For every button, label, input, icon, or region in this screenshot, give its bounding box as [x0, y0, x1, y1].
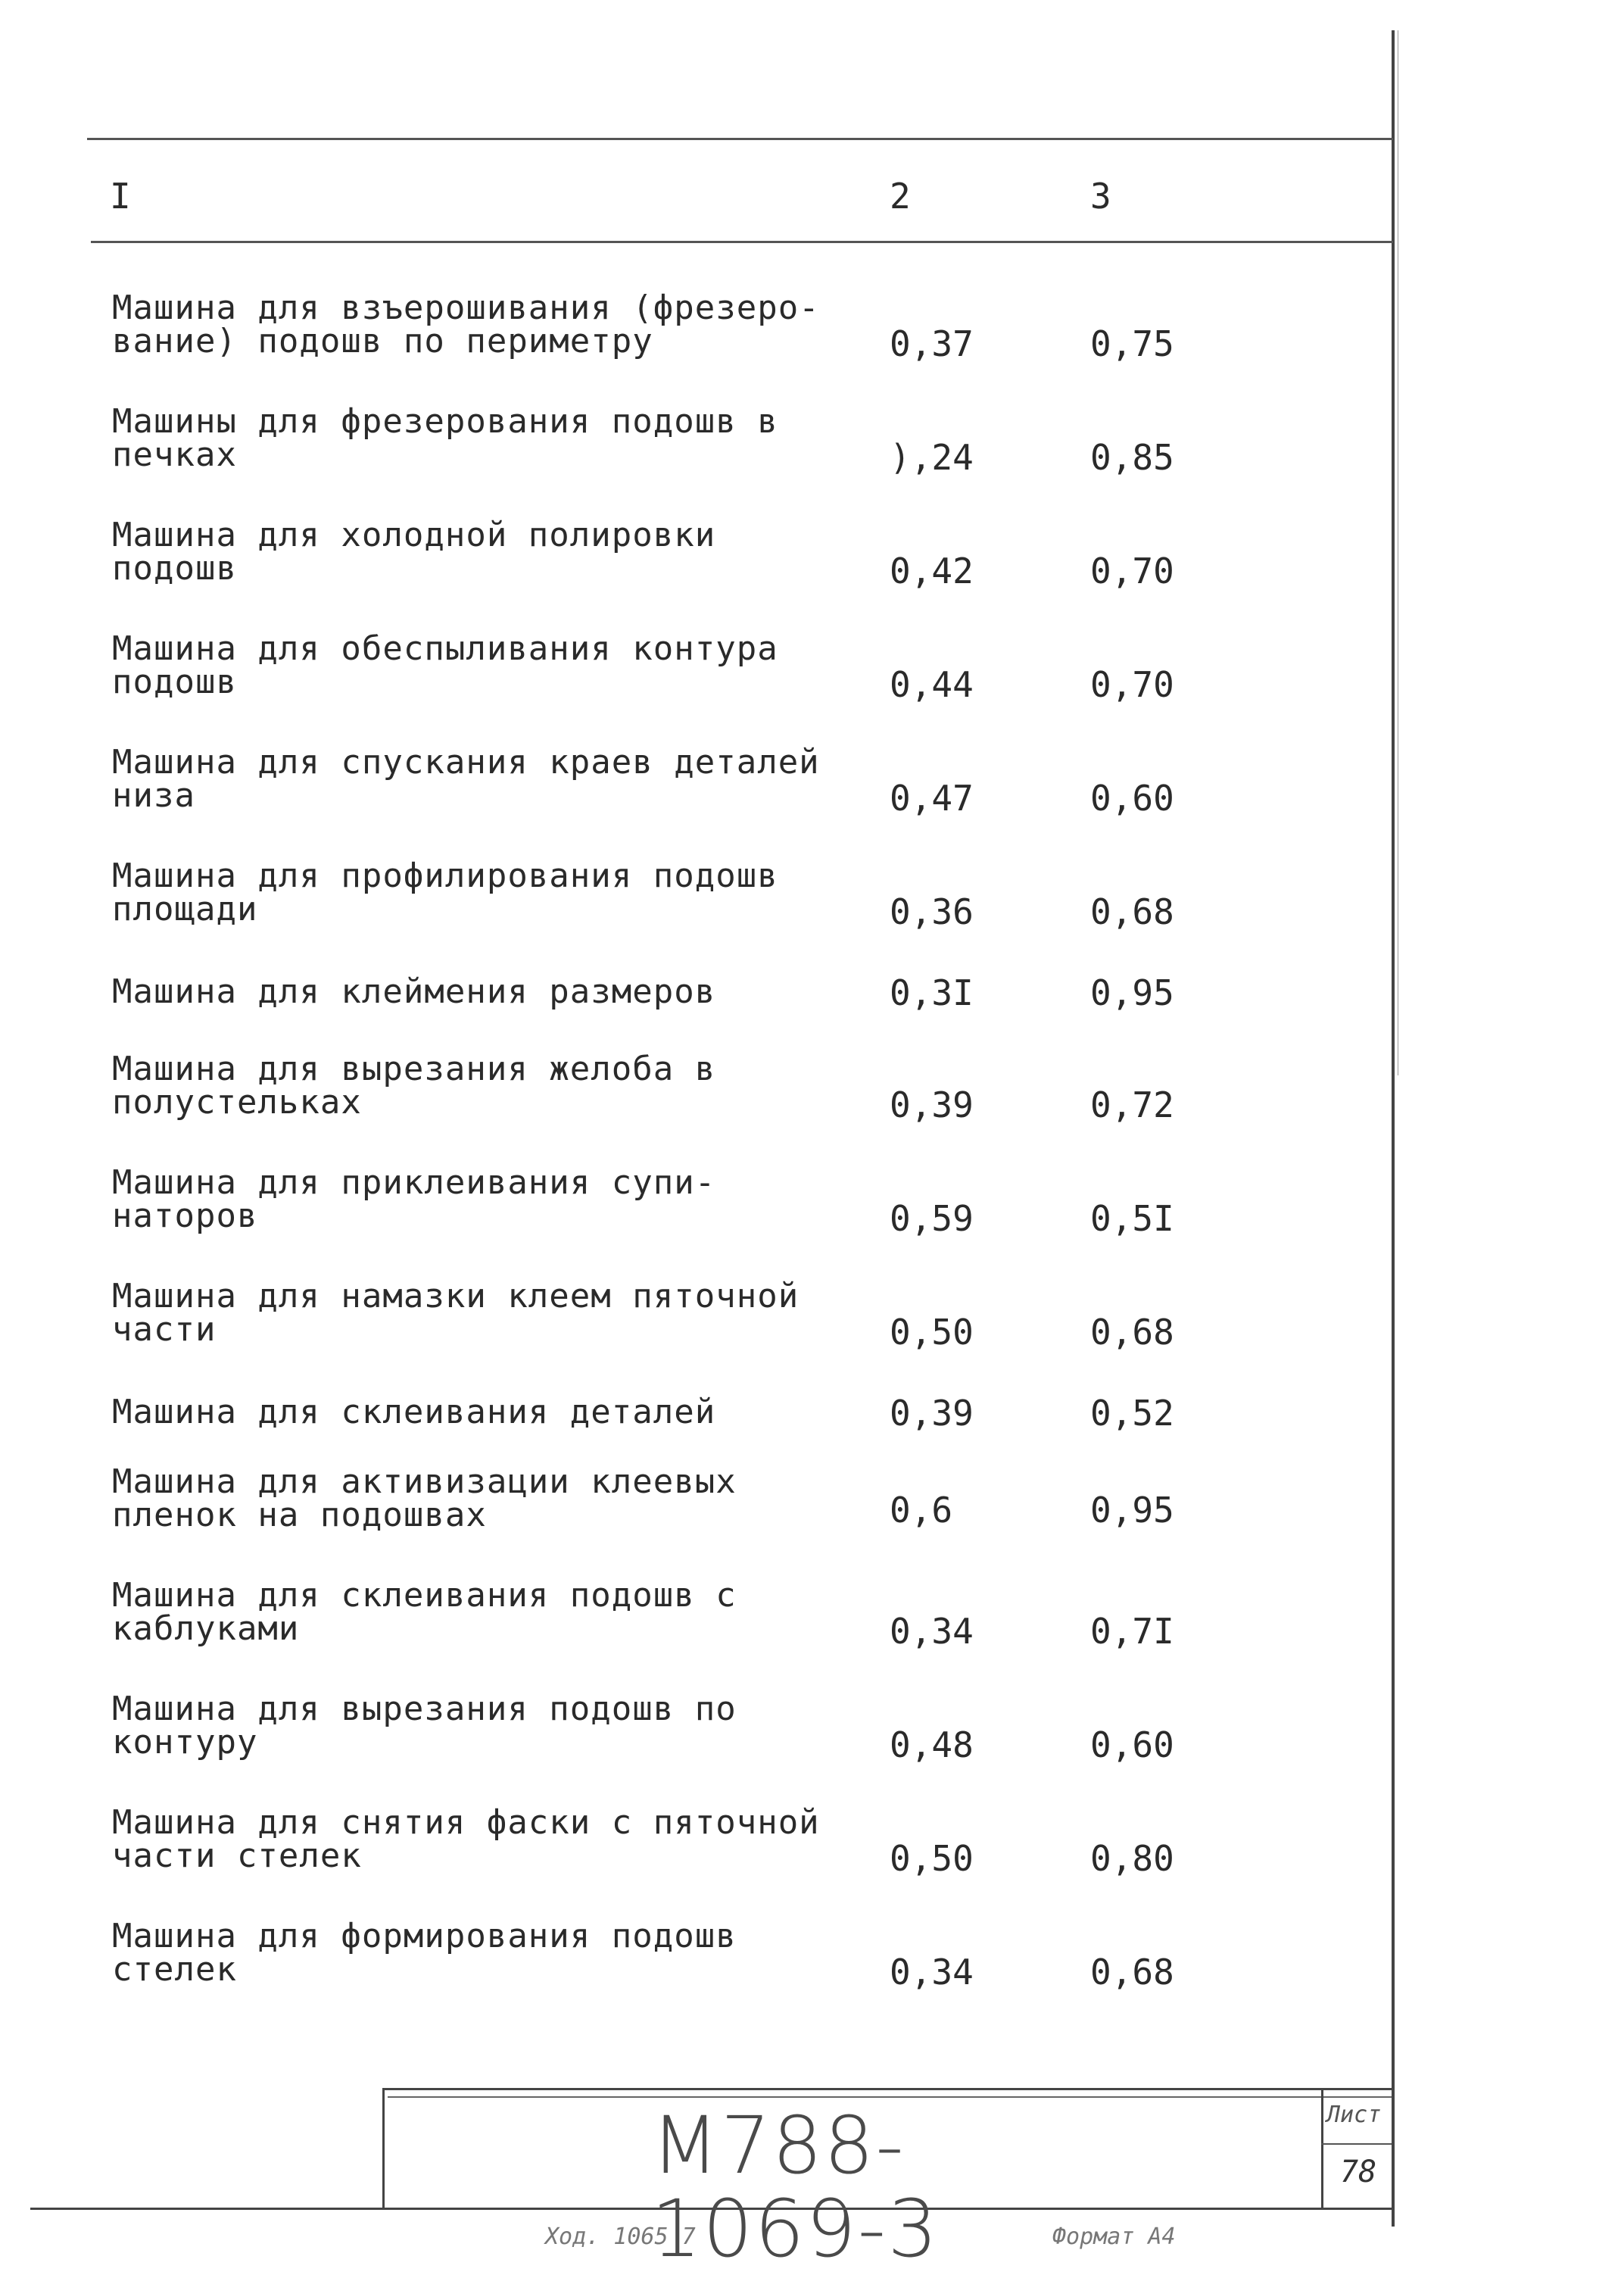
- value-col2: 0,39: [890, 1393, 974, 1434]
- value-col2: 0,59: [890, 1198, 974, 1239]
- machine-name: Машина для холодной полировки подошв: [112, 516, 716, 588]
- machine-name: Машина для обеспыливания контура подошв: [112, 629, 778, 701]
- value-col3: 0,75: [1090, 323, 1174, 364]
- value-col2: 0,3I: [890, 972, 974, 1013]
- column-header-1: I: [110, 176, 131, 217]
- machine-name: Машина для клеймения размеров: [112, 972, 716, 1011]
- sheet-cell-border: [1321, 2088, 1323, 2208]
- machine-name: Машина для спускания краев деталей низа: [112, 743, 820, 815]
- machine-name: Машина для взъерошивания (фрезеро- вание) подошв по периметру: [112, 289, 820, 360]
- value-col2: 0,36: [890, 891, 974, 932]
- value-col3: 0,7I: [1090, 1611, 1174, 1652]
- machine-name: Машина для приклеивания супи- наторов: [112, 1163, 716, 1235]
- value-col2: 0,50: [890, 1312, 974, 1353]
- footer-left-note: Ход. 1065 7: [545, 2224, 696, 2250]
- value-col2: 0,47: [890, 778, 974, 819]
- value-col3: 0,60: [1090, 1724, 1174, 1765]
- machine-name: Машина для намазки клеем пяточной части: [112, 1277, 800, 1349]
- machine-name: Машина для профилирования подошв площади: [112, 857, 778, 928]
- value-col3: 0,85: [1090, 437, 1174, 478]
- table-top-rule: [87, 138, 1393, 140]
- machine-name: Машина для активизации клеевых пленок на подошвах: [112, 1462, 737, 1534]
- value-col3: 0,68: [1090, 1312, 1174, 1353]
- table-header-rule: [91, 241, 1393, 243]
- value-col2: 0,34: [890, 1611, 974, 1652]
- machine-name: Машина для вырезания желоба в полустельках: [112, 1050, 716, 1122]
- value-col3: 0,68: [1090, 1952, 1174, 1993]
- machine-name: Машины для фрезерования подошв в печках: [112, 402, 778, 474]
- value-col3: 0,95: [1090, 972, 1174, 1013]
- sheet-cell-divider: [1321, 2143, 1392, 2145]
- value-col3: 0,80: [1090, 1838, 1174, 1879]
- frame-right-border: [1392, 30, 1395, 2227]
- value-col3: 0,52: [1090, 1393, 1174, 1434]
- value-col3: 0,95: [1090, 1490, 1174, 1531]
- machine-name: Машина для склеивания подошв с каблуками: [112, 1576, 737, 1648]
- column-header-2: 2: [890, 176, 911, 217]
- value-col3: 0,72: [1090, 1084, 1174, 1125]
- title-block-left-border: [382, 2088, 385, 2208]
- machine-name: Машина для формирования подошв стелек: [112, 1917, 737, 1989]
- value-col2: 0,34: [890, 1952, 974, 1993]
- value-col3: 0,60: [1090, 778, 1174, 819]
- value-col2: 0,37: [890, 323, 974, 364]
- value-col3: 0,70: [1090, 664, 1174, 705]
- value-col3: 0,68: [1090, 891, 1174, 932]
- value-col3: 0,5I: [1090, 1198, 1174, 1239]
- value-col2: 0,44: [890, 664, 974, 705]
- machine-name: Машина для склеивания деталей: [112, 1393, 716, 1431]
- sheet-label: Лист: [1326, 2102, 1382, 2128]
- value-col3: 0,70: [1090, 551, 1174, 591]
- machine-name: Машина для вырезания подошв по контуру: [112, 1690, 737, 1762]
- machine-name: Машина для снятия фаски с пяточной части стелек: [112, 1803, 820, 1875]
- sheet-number: 78: [1340, 2155, 1377, 2189]
- document-code: M788-1069-3: [651, 2099, 940, 2275]
- value-col2: 0,6: [890, 1490, 953, 1531]
- value-col2: 0,42: [890, 551, 974, 591]
- column-header-3: 3: [1090, 176, 1111, 217]
- footer-format-note: Формат А4: [1052, 2224, 1176, 2250]
- title-block-top-rule: [382, 2088, 1392, 2090]
- title-block-inner-rule: [388, 2096, 1392, 2098]
- value-col2: ),24: [890, 437, 974, 478]
- value-col2: 0,50: [890, 1838, 974, 1879]
- value-col2: 0,48: [890, 1724, 974, 1765]
- value-col2: 0,39: [890, 1084, 974, 1125]
